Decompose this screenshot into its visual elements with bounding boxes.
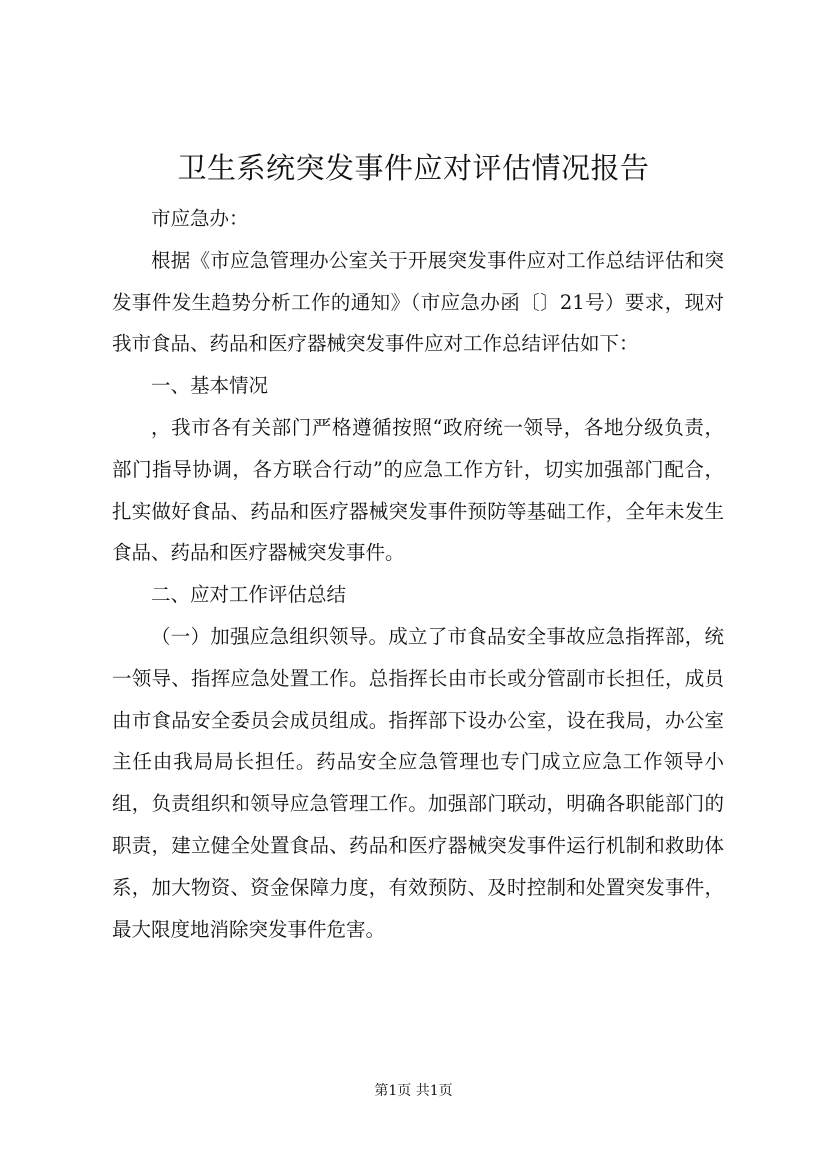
section-heading-basic: 一、基本情况 [151,374,269,398]
salutation: 市应急办： [151,207,249,230]
section-heading-evaluation: 二、应对工作评估总结 [151,583,347,607]
document-body [112,198,724,950]
evaluation-paragraph: （一）加强应急组织领导。成立了市食品安全事故应急指挥部，统一领导、指挥应急处置工作。总指挥长由市长或分管副市长担任，成员由市食品安全委员会成员组成。指挥部下设办公室，设在我局，办公室主任由我局局长担任。药品安全应急管理也专门成立应急工作领导小组，负责组织和领导应急管理工作。加强部门联动，明确各职能部门的职责，建立健全处置食品、药品和医疗器械突发事件运行机制和救助体系，加大物资、资金保障力度，有效预防、及时控制和处置突发事件，最大限度地消除突发事件危害。 [112,624,724,941]
page-footer: 第1页 共1页 [374,1083,453,1099]
basic-situation-paragraph: ，我市各有关部门严格遵循按照“政府统一领导，各地分级负责，部门指导协调，各方联合行动”的应急工作方针，切实加强部门配合，扎实做好食品、药品和医疗器械突发事件预防等基础工作，全年未发生食品、药品和医疗器械突发事件。 [112,415,724,565]
document-title: 卫生系统突发事件应对评估情况报告 [177,151,650,185]
intro-paragraph: 根据《市应急管理办公室关于开展突发事件应对工作总结评估和突发事件发生趋势分析工作的通知》（市应急办函〔〕21号）要求，现对我市食品、药品和医疗器械突发事件应对工作总结评估如下： [112,248,724,356]
